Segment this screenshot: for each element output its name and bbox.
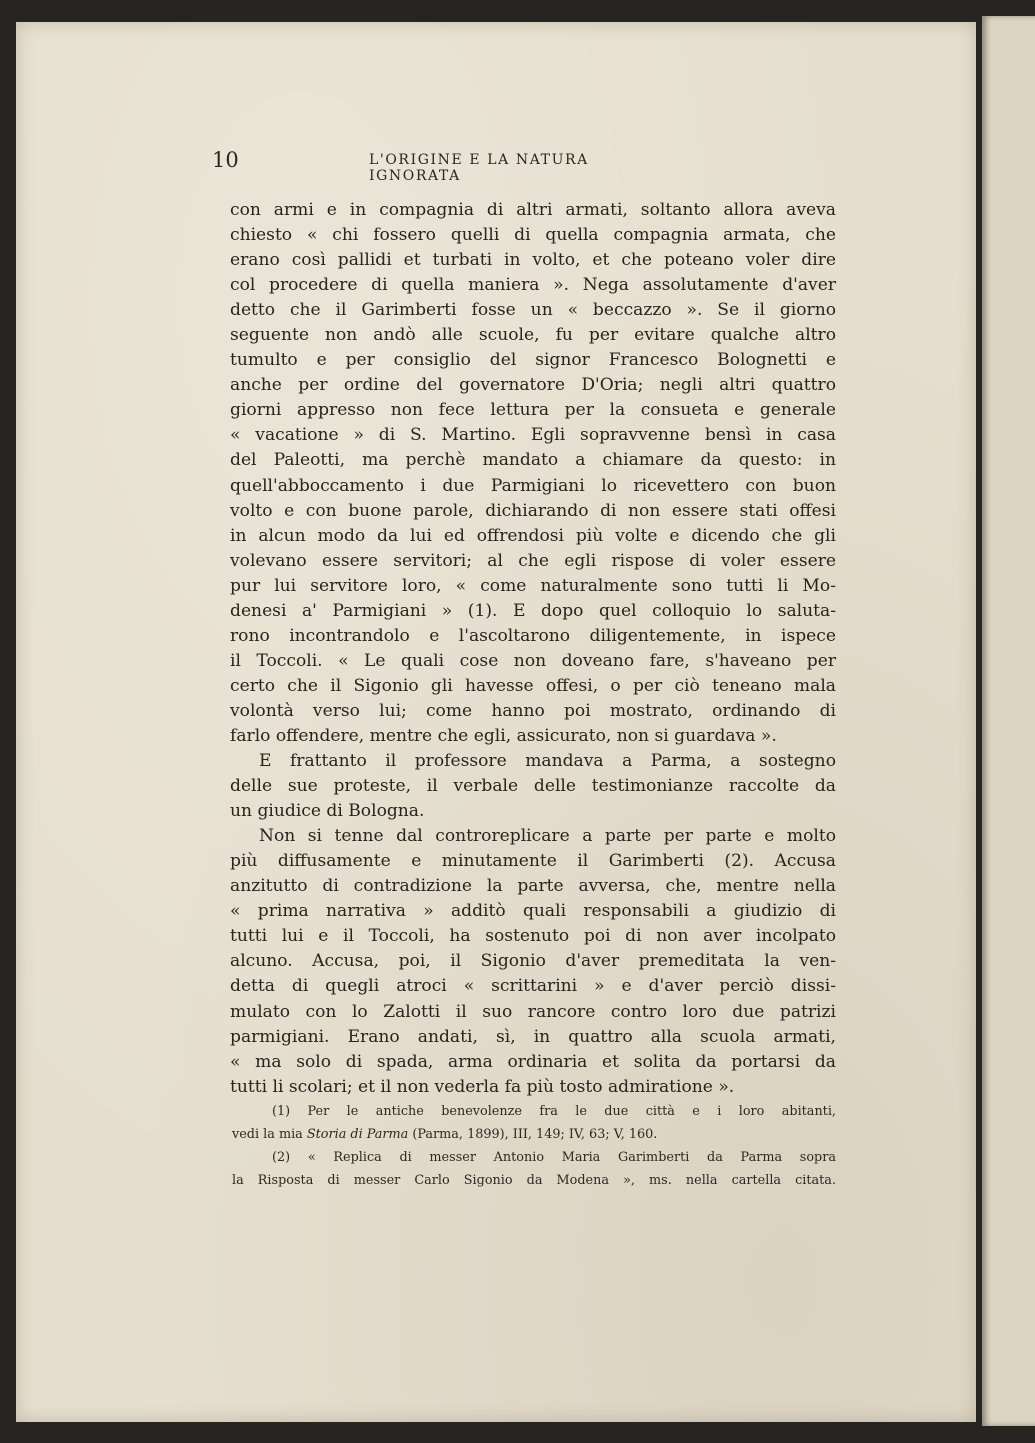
body-text [230,198,836,1100]
text-line: mulato con lo Zalotti il suo rancore contro loro due patrizi [230,1001,836,1022]
text-line: detta di quegli atroci « scrittarini » e d'aver perciò dissi- [230,976,836,997]
page-header [212,148,682,184]
text-line: delle sue proteste, il verbale delle testimonianze raccolte da [230,776,836,797]
facing-page-edge [982,16,1035,1426]
text-line: volontà verso lui; come hanno poi mostrato, ordinando di [230,700,836,721]
footnote-text: (Parma, 1899), III, 149; IV, 63; V, 160. [412,1127,658,1142]
text-line: E frattanto il professore mandava a Parma, a sostegno [259,751,836,772]
footnote-2-line: la Risposta di messer Carlo Sigonio da Modena », ms. nella cartella citata. [232,1173,836,1188]
text-line: volevano essere servitori; al che egli rispose di voler essere [230,550,836,571]
page-number: 10 [212,148,239,172]
text-line: denesi a' Parmigiani » (1). E dopo quel colloquio lo saluta- [230,600,836,621]
text-line: « prima narrativa » additò quali responsabili a giudizio di [230,901,836,922]
text-line: giorni appresso non fece lettura per la consueta e generale [230,400,836,421]
text-line: quell'abboccamento i due Parmigiani lo ricevettero con buon [230,475,836,496]
footnote-book-title: Storia di Parma [306,1127,409,1142]
text-line: anche per ordine del governatore D'Oria; negli altri quattro [230,375,836,396]
text-line: « vacatione » di S. Martino. Egli sopravvenne bensì in casa [230,425,836,446]
text-line: volto e con buone parole, dichiarando di non essere stati offesi [230,500,836,521]
text-line: del Paleotti, ma perchè mandato a chiamare da questo: in [230,450,836,471]
footnote-1-line [232,1123,836,1146]
text-line: seguente non andò alle scuole, fu per evitare qualche altro [230,325,836,346]
text-line: pur lui servitore loro, « come naturalmente sono tutti li Mo- [230,575,836,596]
text-line: rono incontrandolo e l'ascoltarono diligentemente, in ispece [230,625,836,646]
text-line: farlo offendere, mentre che egli, assicurato, non si guardava ». [230,725,777,746]
footnote-text: vedi la mia [232,1127,303,1142]
footnote-1-line: (1) Per le antiche benevolenze fra le due città e i loro abitanti, [272,1104,836,1119]
running-title: L'ORIGINE E LA NATURA IGNORATA [369,152,589,184]
text-line: certo che il Sigonio gli havesse offesi, o per ciò teneano mala [230,675,836,696]
text-line: tutti lui e il Toccoli, ha sostenuto poi di non aver incolpato [230,926,836,947]
text-line: Non si tenne dal controreplicare a parte per parte e molto [259,826,836,847]
text-line: il Toccoli. « Le quali cose non doveano fare, s'haveano per [230,650,836,671]
text-line: con armi e in compagnia di altri armati, soltanto allora aveva [230,200,836,220]
footnote-2-line: (2) « Replica di messer Antonio Maria Garimberti da Parma sopra [272,1150,836,1165]
text-line: parmigiani. Erano andati, sì, in quattro alla scuola armati, [230,1026,836,1047]
text-line: detto che il Garimberti fosse un « beccazzo ». Se il giorno [230,300,836,321]
text-line: in alcun modo da lui ed offrendosi più volte e dicendo che gli [230,525,836,546]
text-line: tutti li scolari; et il non vederla fa più tosto admiratione ». [230,1076,735,1097]
text-line: un giudice di Bologna. [230,801,425,822]
text-line: anzitutto di contradizione la parte avversa, che, mentre nella [230,876,836,897]
text-line: tumulto e per consiglio del signor Francesco Bolognetti e [230,350,836,371]
text-line: « ma solo di spada, arma ordinaria et solita da portarsi da [230,1051,836,1072]
footnotes [232,1100,836,1192]
text-line: chiesto « chi fossero quelli di quella compagnia armata, che [230,225,836,246]
text-line: più diffusamente e minutamente il Garimberti (2). Accusa [230,851,836,872]
text-line: erano così pallidi et turbati in volto, et che poteano voler dire [230,250,836,271]
text-line: col procedere di quella maniera ». Nega assolutamente d'aver [230,275,836,296]
text-line: alcuno. Accusa, poi, il Sigonio d'aver premeditata la ven- [230,951,836,972]
